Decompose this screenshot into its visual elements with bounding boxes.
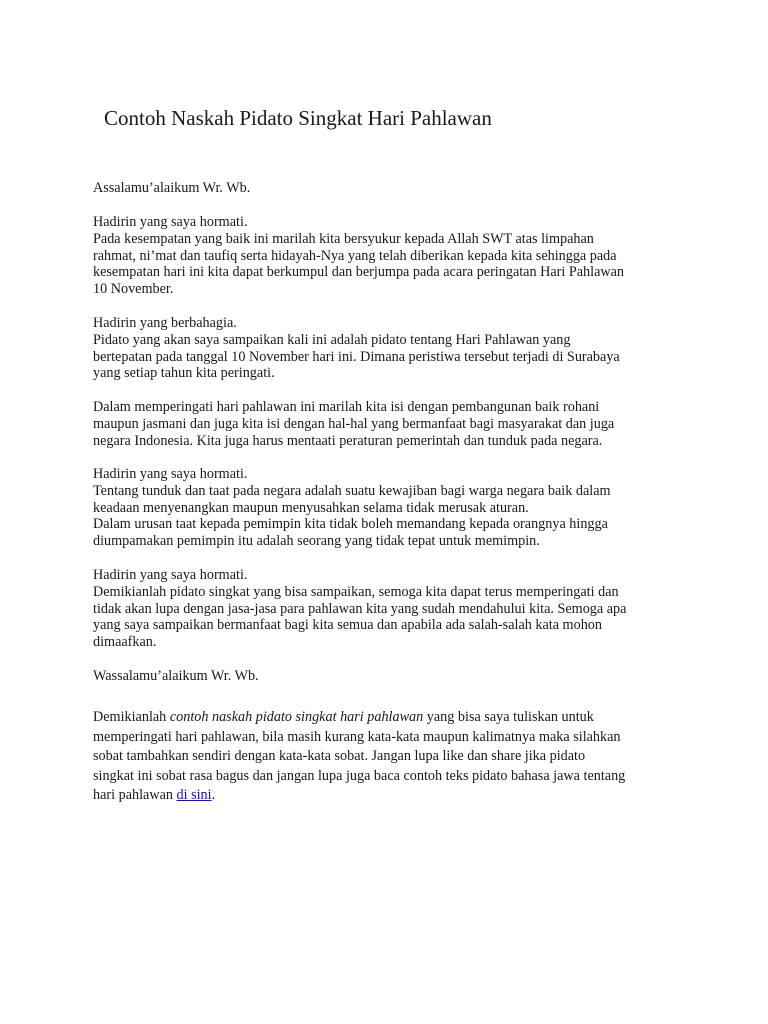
paragraph-line: rahmat, ni’mat dan taufiq serta hidayah-Nya yang telah diberikan kepada kita sehingga pada xyxy=(93,247,617,264)
farewell xyxy=(93,668,713,685)
paragraph-line: yang saya sampaikan bermanfaat bagi kita semua dan apabila ada salah-salah kata mohon xyxy=(93,617,602,634)
paragraph-line: Hadirin yang saya hormati. xyxy=(93,214,248,230)
paragraph-line: bertepatan pada tanggal 10 November hari ini. Dimana peristiwa tersebut terjadi di Surabaya xyxy=(93,348,620,365)
greeting xyxy=(93,180,713,197)
page-title: Contoh Naskah Pidato Singkat Hari Pahlawan xyxy=(104,106,492,130)
closing-line xyxy=(93,708,713,728)
closing-line: singkat ini sobat rasa bagus dan jangan lupa juga baca contoh teks pidato bahasa jawa tentang xyxy=(93,767,626,784)
paragraph-4 xyxy=(93,466,713,550)
emphasized-text: contoh naskah pidato singkat hari pahlawan xyxy=(169,709,424,725)
paragraph-line: maupun jasmani dan juga kita isi dengan hal-hal yang bermanfaat bagi masyarakat dan juga xyxy=(93,415,615,432)
paragraph-line: kesempatan hari ini kita dapat berkumpul dan berjumpa pada acara peringatan Hari Pahlawan xyxy=(93,264,625,281)
paragraph-1 xyxy=(93,214,713,298)
paragraph-line: yang setiap tahun kita peringati. xyxy=(93,365,275,382)
paragraph-5 xyxy=(93,567,713,651)
paragraph-2 xyxy=(93,315,713,382)
closing-text: Demikianlah xyxy=(93,709,170,725)
paragraph-line: Demikianlah pidato singkat yang bisa sampaikan, semoga kita dapat terus memperingati dan xyxy=(93,583,619,600)
paragraph-line: Hadirin yang saya hormati. xyxy=(93,466,248,482)
closing-text: . xyxy=(211,787,216,804)
paragraph-line: negara Indonesia. Kita juga harus mentaati peraturan pemerintah dan tunduk pada negara. xyxy=(93,432,603,449)
paragraph-line: diumpamakan pemimpin itu adalah seorang yang tidak tepat untuk memimpin. xyxy=(93,533,540,550)
paragraph-line: dimaafkan. xyxy=(93,634,157,651)
closing-text: yang bisa saya tuliskan untuk xyxy=(423,709,594,725)
paragraph-line: Dalam urusan taat kepada pemimpin kita tidak boleh memandang kepada orangnya hingga xyxy=(93,516,608,533)
paragraph-line: Hadirin yang berbahagia. xyxy=(93,315,237,331)
closing-text: hari pahlawan xyxy=(93,787,177,804)
closing-paragraph xyxy=(93,708,713,806)
paragraph-line: Pidato yang akan saya sampaikan kali ini adalah pidato tentang Hari Pahlawan yang xyxy=(93,331,571,348)
greeting-line: Assalamu’alaikum Wr. Wb. xyxy=(93,180,251,196)
closing-line: sobat tambahkan sendiri dengan kata-kata sobat. Jangan lupa like dan share jika pidato xyxy=(93,748,586,765)
paragraph-3 xyxy=(93,399,713,449)
di-sini-link[interactable]: di sini xyxy=(176,787,212,804)
closing-line: memperingati hari pahlawan, bila masih kurang kata-kata maupun kalimatnya maka silahkan xyxy=(93,728,621,745)
farewell-line: Wassalamu’alaikum Wr. Wb. xyxy=(93,668,259,684)
paragraph-line: tidak akan lupa dengan jasa-jasa para pahlawan kita yang sudah mendahului kita. Semoga apa xyxy=(93,600,627,617)
closing-line xyxy=(93,786,713,806)
paragraph-line: Pada kesempatan yang baik ini marilah kita bersyukur kepada Allah SWT atas limpahan xyxy=(93,230,594,247)
paragraph-line: Hadirin yang saya hormati. xyxy=(93,567,248,583)
paragraph-line: 10 November. xyxy=(93,281,174,298)
paragraph-line: keadaan menyenangkan maupun menyusahkan selama tidak merusak aturan. xyxy=(93,499,529,516)
paragraph-line: Tentang tunduk dan taat pada negara adalah suatu kewajiban bagi warga negara baik dalam xyxy=(93,482,611,499)
paragraph-line: Dalam memperingati hari pahlawan ini marilah kita isi dengan pembangunan baik rohani xyxy=(93,399,600,415)
